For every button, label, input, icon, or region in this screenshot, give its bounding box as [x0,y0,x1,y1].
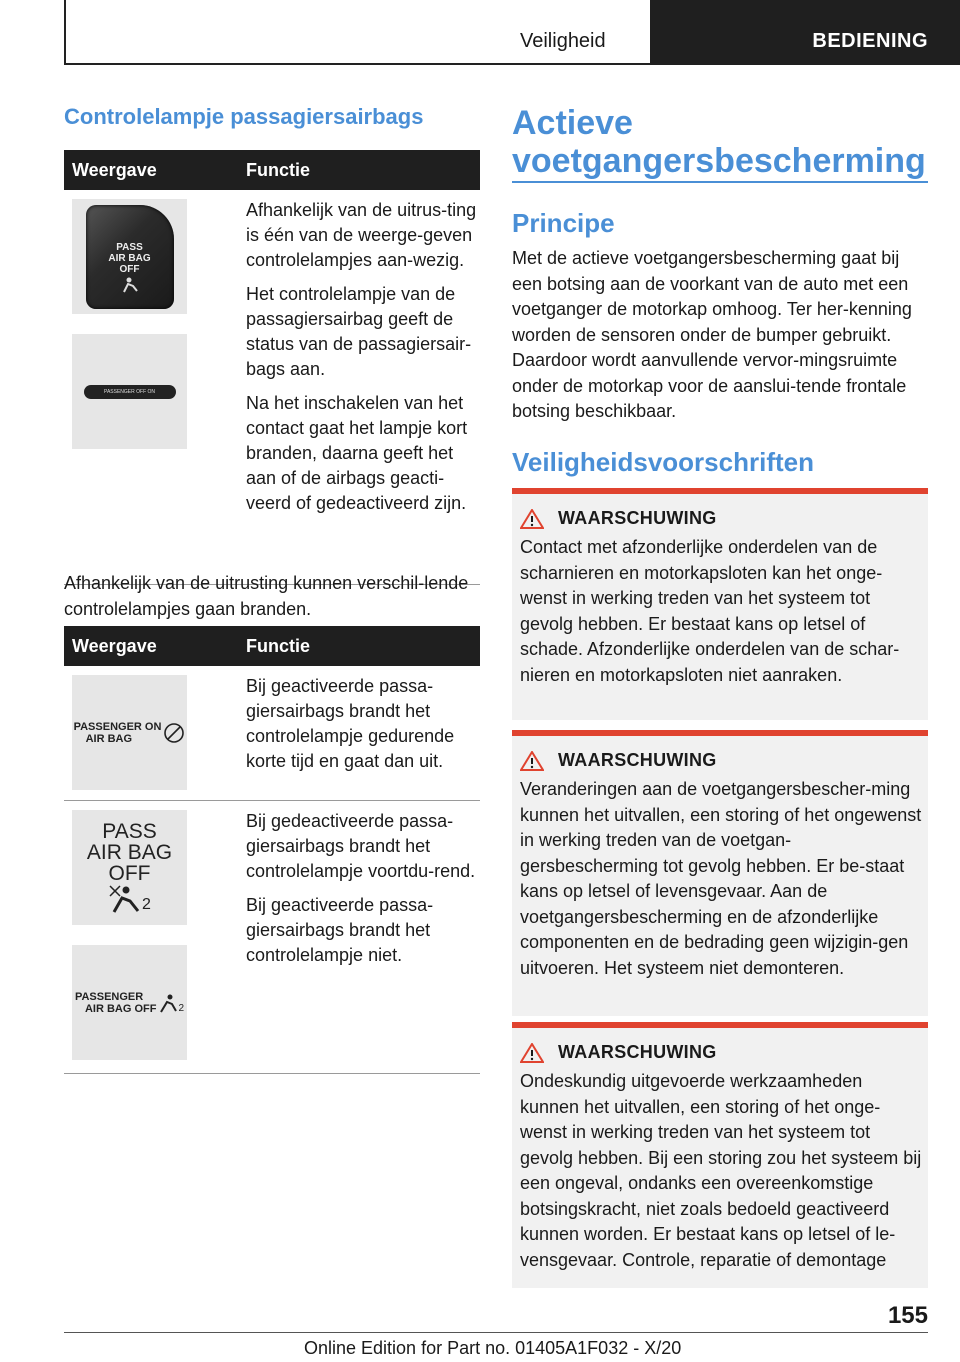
section-title-line1: Actieve [512,104,633,142]
seat-person-icon [158,992,178,1014]
passenger-on-image [72,675,187,790]
icon-text: OFF [134,1002,157,1015]
warning-box-3 [512,1022,928,1288]
warning-label: WAARSCHUWING [558,508,717,528]
section-title-line2: voetgangersbescherming [512,142,926,180]
warning-label: WAARSCHUWING [558,1042,717,1062]
icon-text: OFF [108,862,151,885]
footer-rule [64,1332,928,1333]
warning-box-1 [512,488,928,720]
table-row [64,801,480,1074]
warning-text: Contact met afzonderlijke onderdelen van de scharnieren en motorkapsloten kan het onge-wenst in werking treden van het systeem tot gevolg hebben. Er bestaat kans op letsel of schade. Afzonderlijke onderdelen van de schar-nieren en motorkapsloten niet aanraken. [520,537,900,685]
passenger-airbag-strip-image [72,334,187,449]
table1-text-1: Afhankelijk van de uitrus-ting is één van de weerge-geven controlelampjes aan-wezig. [246,200,477,270]
title-rule [512,181,928,183]
warning-label: WAARSCHUWING [558,750,717,770]
left-title: Controlelampje passagiersairbags [64,104,424,129]
warning-triangle-icon [520,751,544,771]
airbag-crossed-icon [163,722,185,744]
seat-person-icon [108,884,142,914]
icon-text: OFF [119,263,140,275]
table1-text-3: Na het inschakelen van het contact gaat het lampje kort branden, daarna geeft het aan of de airbags geacti-veerd of gedeactiveerd zijn. [246,393,468,513]
col-functie: Functie [238,626,480,666]
warning-text: Ondeskundig uitgevoerde werkzaamheden kunnen het uitvallen, een storing of het onge-wenst in werking treden van het systeem tot gevolg hebben. Bij een storing zou het systeem bij een ongeval, ondanks een overeenkomstige botsingskracht, niet zoals bedoeld geactiveerd kunnen worden. Er bestaat kans op letsel of le-vensgevaar. Controle, reparatie of demontage [520,1071,922,1270]
header-chapter: BEDIENING [812,30,928,52]
icon-text: AIR BAG [86,841,173,864]
table1-text-2: Het controlelampje van de passagiersairbag geeft de status van de passagiersair-bags aan. [246,284,472,379]
table2-row2-text-b: Bij geactiveerde passa-giersairbags brandt het controlelampje niet. [246,895,434,965]
icon-text: PASS [116,241,143,253]
icon-text: PASSENGER [103,388,135,395]
warning-triangle-icon [520,509,544,529]
pass-airbag-button-image [72,199,187,314]
passenger-off-image [72,945,187,1060]
principe-text: Met de actieve voetgangersbescherming gaat bij een botsing aan de voorkant van de auto met een voetganger de motorkap omhoog. Ter her-kenning worden de sensoren onder de bumper gebruikt. Daardoor wordt aanvullende vervor-mingsruimte onder de motorkap voor de aanslui-tende frontale botsing beschikbaar. [512,248,912,421]
section-title [512,104,926,180]
table2-row1-text: Bij geactiveerde passa-giersairbags brandt het controlelampje gedurende korte tijd en gaat dan uit. [246,676,455,771]
warning-text: Veranderingen aan de voetgangersbescher-ming kunnen het uitvallen, een storing of het ongewenst in werking treden van de voetgan-gersbescherming tot gevolg hebben. Er be-staat kans op letsel of levensgevaar. Aan de voetgangersbescherming en de afzonderlijke componenten en de bedrading geen wijzigin-gen uitvoeren. Het systeem niet demonteren. [520,779,922,978]
seat-person-icon [120,277,142,293]
heading-principe: Principe [512,208,615,238]
icon-text: PASS [102,820,157,843]
airbag-lamp-table [64,150,480,585]
col-functie: Functie [238,150,480,190]
icon-text: AIR BAG [85,732,133,745]
icon-text: ON [147,388,156,395]
page-number: 155 [887,1302,928,1329]
lamps-paragraph: Afhankelijk van de uitrusting kunnen verschil-lende controlelampjes gaan branden. [64,573,469,619]
airbag-status-table [64,626,480,1074]
icon-text: 2 [178,1003,185,1014]
icon-text: AIR BAG [108,252,151,264]
warning-box-2 [512,730,928,1016]
footer-edition: Online Edition for Part no. 01405A1F032 - X/20 [304,1338,682,1358]
table2-row2-text-a: Bij gedeactiveerde passa-giersairbags brandt het controlelampje voortdu-rend. [246,811,476,881]
icon-text: PASSENGER ON [73,720,162,733]
icon-text: OFF [136,388,147,395]
col-weergave: Weergave [64,150,238,190]
pass-airbag-off-image [72,810,187,925]
heading-veiligheid: Veiligheidsvoorschriften [512,447,814,477]
header-left-line [64,0,66,64]
col-weergave: Weergave [64,626,238,666]
header-underline [64,63,650,65]
header-section: Veiligheid [520,30,606,52]
table-row [64,666,480,801]
icon-text: 2 [142,896,151,913]
icon-text: AIR BAG [84,1002,132,1015]
warning-triangle-icon [520,1043,544,1063]
table-row [64,190,480,585]
header-chapter-tab [650,0,960,65]
icon-text: PASSENGER [74,990,144,1003]
